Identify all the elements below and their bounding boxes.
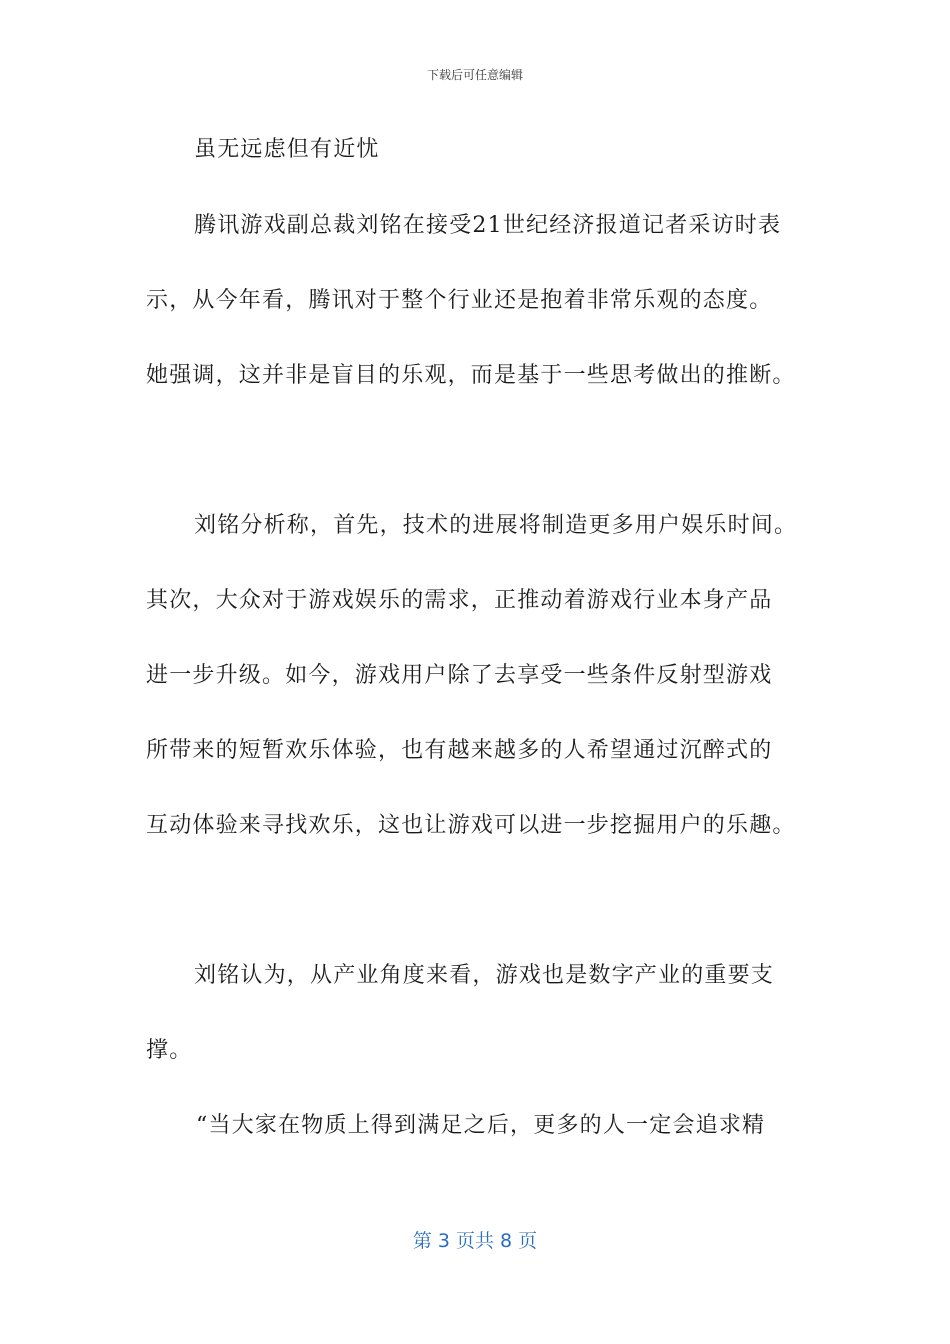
- section-heading: 虽无远虑但有近忧: [194, 137, 380, 162]
- paragraph-line: 她强调，这并非是盲目的乐观，而是基于一些思考做出的推断。: [146, 363, 796, 388]
- paragraph-line: 其次，大众对于游戏娱乐的需求，正推动着游戏行业本身产品: [146, 588, 773, 613]
- paragraph-line: 示，从今年看，腾讯对于整个行业还是抱着非常乐观的态度。: [146, 288, 773, 313]
- paragraph-line: 进一步升级。如今，游戏用户除了去享受一些条件反射型游戏: [146, 663, 773, 688]
- paragraph-line: 所带来的短暂欢乐体验，也有越来越多的人希望通过沉醉式的: [146, 738, 773, 763]
- page-header: 下载后可任意编辑: [426, 68, 523, 82]
- paragraph-line: 互动体验来寻找欢乐，这也让游戏可以进一步挖掘用户的乐趣。: [146, 813, 796, 838]
- paragraph-line: “当大家在物质上得到满足之后，更多的人一定会追求精: [196, 1113, 766, 1138]
- page-footer: 第 3 页共 8 页: [412, 1230, 538, 1252]
- paragraph-line: 刘铭分析称，首先，技术的进展将制造更多用户娱乐时间。: [194, 513, 798, 538]
- paragraph-line: 腾讯游戏副总裁刘铭在接受21世纪经济报道记者采访时表: [194, 213, 782, 238]
- paragraph-line: 刘铭认为，从产业角度来看，游戏也是数字产业的重要支: [194, 963, 775, 988]
- paragraph-line: 撑。: [146, 1038, 193, 1063]
